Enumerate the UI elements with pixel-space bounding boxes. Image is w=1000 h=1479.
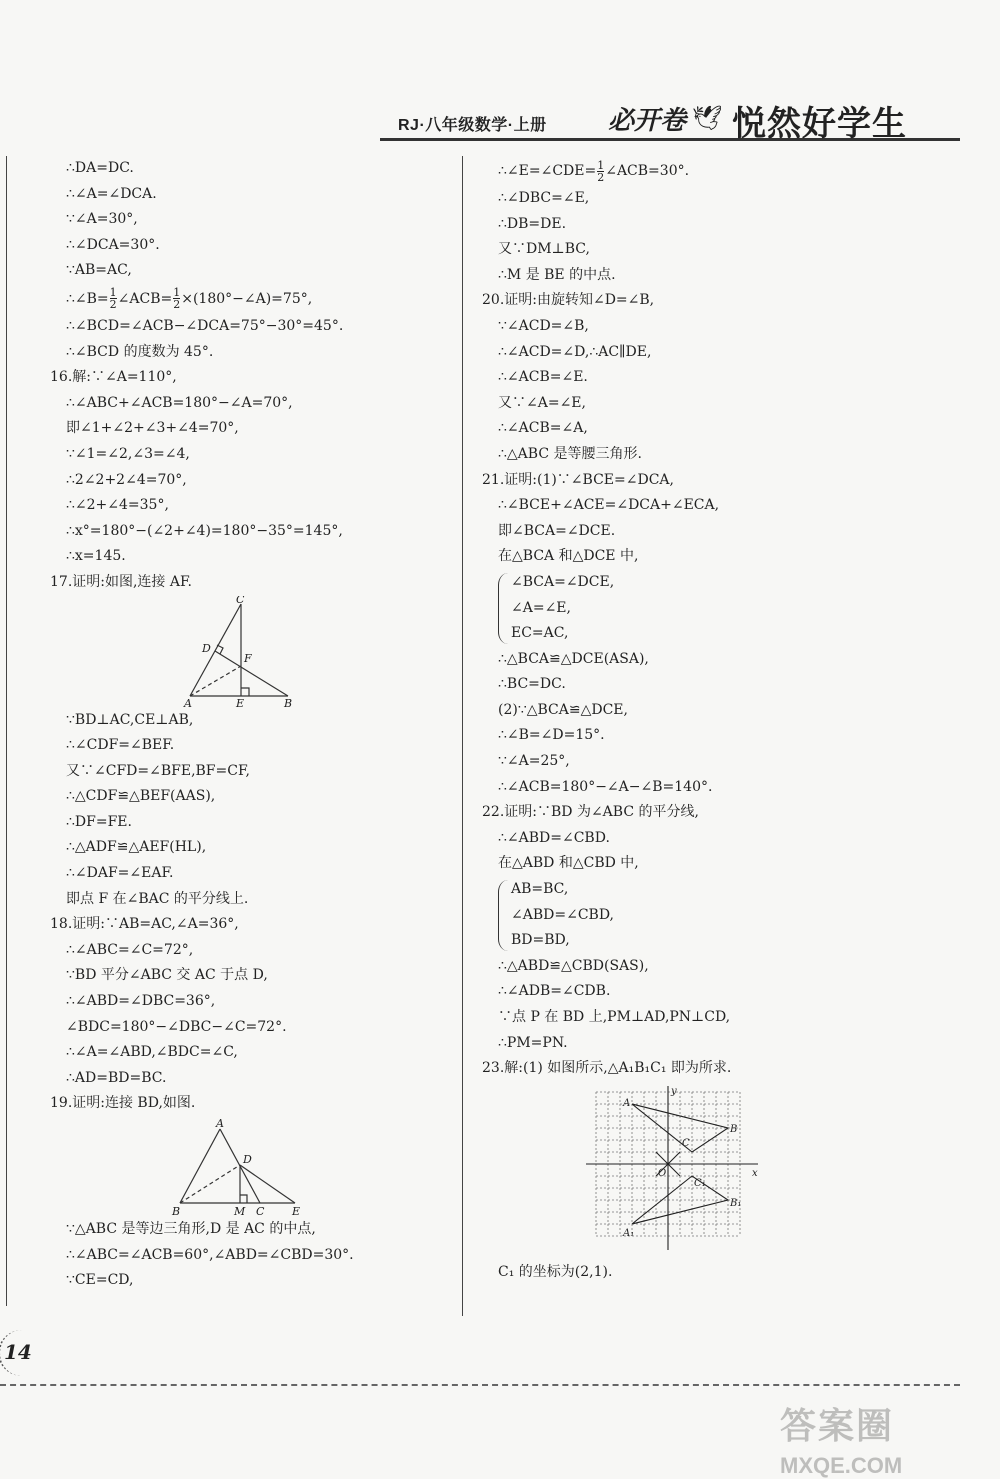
text-fragment: ∴∠E=∠CDE= [498,163,597,179]
label-a: A [216,1117,224,1130]
text-line: ∴△BCA≌△DCE(ASA), [498,650,649,667]
text-line: ∴∠ACB=∠A, [498,420,588,437]
brace-items [511,877,614,954]
bird-logo-icon: 🕊 [692,104,723,132]
text-line: ∴DA=DC. [66,160,134,176]
figure-17 [50,596,445,708]
text-fragment: ∴∠B= [66,290,109,307]
page-number-text: 14 [4,1340,32,1364]
text-line: ∴PM=PN. [498,1034,568,1051]
label-b: B [730,1123,738,1135]
problem-16-heading: 16.解:∵∠A=110°, [50,369,177,386]
text-line: ∴∠2+∠4=35°, [66,497,169,514]
figure-19-svg [50,1117,445,1217]
text-fragment: ∠ACB= [117,290,173,307]
brace-items [511,570,614,647]
text-line: ∴∠ABD=∠DBC=36°, [66,993,216,1010]
text-line: ∵∠A=25°, [498,753,570,770]
text-line: 在△BCA 和△DCE 中, [498,548,639,565]
text-line: ∴x=145. [66,548,126,565]
problem-18-heading: 18.证明:∵AB=AC,∠A=36°, [50,916,239,933]
text-line: 又∵∠A=∠E, [498,394,586,411]
label-e: E [292,1205,301,1217]
text-line: 即点 F 在∠BAC 的平分线上. [66,890,249,907]
left-column [50,156,445,1294]
label-b1: B₁ [730,1197,742,1209]
text-line: (2)∵△BCA≌△DCE, [498,701,628,718]
book-series-label: RJ·八年级数学·上册 [398,117,547,134]
text-line: ∠BDC=180°−∠DBC−∠C=72°. [66,1018,287,1035]
footer-dashed-rule [0,1384,960,1386]
figure-23-svg [482,1086,952,1252]
text-line: ∴∠ADB=∠CDB. [498,983,611,1000]
problem-17-heading: 17.证明:如图,连接 AF. [50,573,192,590]
text-line: 又∵DM⊥BC, [498,241,590,258]
wreath-icon [0,1330,46,1376]
fraction-numerator: 1 [597,158,605,172]
text-line: ∴∠ACD=∠D,∴AC∥DE, [498,343,652,360]
fraction-denominator: 2 [109,298,117,312]
problem-23-heading: 23.解:(1) 如图所示,△A₁B₁C₁ 即为所求. [482,1060,732,1077]
label-x: x [752,1167,758,1179]
label-a: A [623,1097,631,1109]
text-line-fraction [50,284,445,314]
text-line: 即∠1+∠2+∠3+∠4=70°, [66,420,239,437]
text-line: ∴∠ABC+∠ACB=180°−∠A=70°, [66,394,293,411]
label-c1: C₁ [694,1177,706,1189]
text-line: ∴BC=DC. [498,676,566,693]
brace-line: AB=BC, [511,881,569,898]
text-line: ∴M 是 BE 的中点. [498,266,616,283]
text-line-fraction [482,156,952,186]
problem-22-heading: 22.证明:∵BD 为∠ABC 的平分线, [482,804,699,821]
fraction-denominator: 2 [173,298,181,312]
text-line: C₁ 的坐标为(2,1). [498,1263,613,1280]
brace-line: ∠ABD=∠CBD, [511,906,614,923]
problem-19-heading: 19.证明:连接 BD,如图. [50,1095,196,1112]
text-line: 在△ABD 和△CBD 中, [498,855,639,872]
brace-line: EC=AC, [511,625,569,642]
label-c: C [256,1205,265,1217]
label-d: D [202,641,211,655]
text-line: ∴∠DBC=∠E, [498,190,590,206]
text-line: ∴∠B=∠D=15°. [498,727,605,744]
text-line: ∴∠A=∠ABD,∠BDC=∠C, [66,1044,238,1061]
text-line: ∵△ABC 是等边三角形,D 是 AC 的中点, [66,1221,316,1237]
text-line: 即∠BCA=∠DCE. [498,522,616,539]
text-line: 又∵∠CFD=∠BFE,BF=CF, [66,762,250,779]
text-line: ∵∠A=30°, [66,211,138,228]
text-line: ∵点 P 在 BD 上,PM⊥AD,PN⊥CD, [498,1009,731,1025]
text-line: ∵BD 平分∠ABC 交 AC 于点 D, [66,967,268,984]
figure-19 [50,1117,445,1217]
text-line: ∵∠ACD=∠B, [498,317,589,334]
right-angle-mark [240,1195,247,1203]
fraction-numerator: 1 [173,286,181,300]
text-line: ∴∠DCA=30°. [66,236,160,253]
problem-20-heading: 20.证明:由旋转知∠D=∠B, [482,292,655,309]
problem-21-heading: 21.证明:(1)∵∠BCE=∠DCA, [482,471,674,488]
figure-17-svg [50,596,445,708]
fraction-denominator: 2 [597,170,605,184]
condition-brace [482,570,952,647]
text-line: ∴∠DAF=∠EAF. [66,865,174,882]
text-fragment: ×(180°−∠A)=75°, [181,290,313,307]
label-d: D [243,1153,252,1166]
label-c: C [682,1137,690,1149]
label-y: y [671,1085,677,1097]
right-column [482,156,952,1285]
text-line: ∴∠ABC=∠ACB=60°,∠ABD=∠CBD=30°. [66,1246,354,1263]
text-line: ∴∠ACB=∠E. [498,369,588,386]
left-border-line [6,156,7,1306]
text-line: ∵∠1=∠2,∠3=∠4, [66,445,190,462]
text-line: ∴△CDF≌△BEF(AAS), [66,788,216,805]
fraction-numerator: 1 [109,286,117,300]
brace-line: ∠A=∠E, [511,599,571,616]
text-line: ∴2∠2+2∠4=70°, [66,471,187,488]
label-a: A [184,696,192,708]
fraction [110,287,117,310]
text-line: ∴DF=FE. [66,813,132,830]
text-line: ∴AD=BD=BC. [66,1069,167,1086]
right-angle-mark [241,688,249,696]
text-line: ∴∠BCD 的度数为 45°. [66,343,214,360]
label-b: B [284,696,293,708]
watermark-line1: 答案圈 [780,1406,895,1447]
text-line: ∴DB=DE. [498,215,567,232]
text-line: ∴△ADF≌△AEF(HL), [66,839,207,856]
page-header [380,92,960,144]
text-line: ∴∠ACB=180°−∠A−∠B=140°. [498,778,713,795]
label-b: B [172,1205,181,1217]
label-e: E [236,696,245,708]
text-line: ∴△ABC 是等腰三角形. [498,445,642,462]
label-a1: A₁ [623,1227,635,1239]
brace-bracket [498,880,509,951]
page-number [4,1340,32,1364]
text-line: ∴x°=180°−(∠2+∠4)=180°−35°=145°, [66,522,343,539]
label-m: M [234,1205,246,1217]
calligraphy-title: 必开卷 [608,106,687,136]
figure-23-grid [482,1086,952,1252]
text-line: ∴△ABD≌△CBD(SAS), [498,957,649,974]
text-line: ∵AB=AC, [66,262,132,279]
text-line: ∴∠CDF=∠BEF. [66,737,175,754]
text-fragment: ∠ACB=30°. [605,163,690,179]
label-origin: O [658,1167,667,1179]
segment-ab [180,1129,220,1203]
text-line: ∴∠ABD=∠CBD. [498,829,610,846]
fraction [173,287,180,310]
label-c: C [236,595,245,606]
brace-line: BD=BD, [511,932,570,949]
label-f: F [244,651,252,665]
text-line: ∵BD⊥AC,CE⊥AB, [66,711,194,728]
brand-logo: 悦然好学生 [732,104,907,144]
text-line: ∴∠BCE+∠ACE=∠DCA+∠ECA, [498,497,720,514]
segment-de [240,1165,295,1203]
brace-line: ∠BCA=∠DCE, [511,573,615,590]
text-line: ∴∠A=∠DCA. [66,185,157,202]
segment-bd-dashed [180,1165,240,1203]
text-line: ∵CE=CD, [66,1272,134,1289]
watermark [780,1398,902,1479]
condition-brace [482,877,952,954]
text-line: ∴∠BCD=∠ACB−∠DCA=75°−30°=45°. [66,317,344,334]
watermark-line2: MXQE.COM [780,1453,903,1478]
text-line: ∴∠ABC=∠C=72°, [66,941,194,958]
fraction [597,160,604,183]
column-divider [462,156,463,1316]
segment-ac [190,604,241,696]
brace-bracket [498,573,509,644]
